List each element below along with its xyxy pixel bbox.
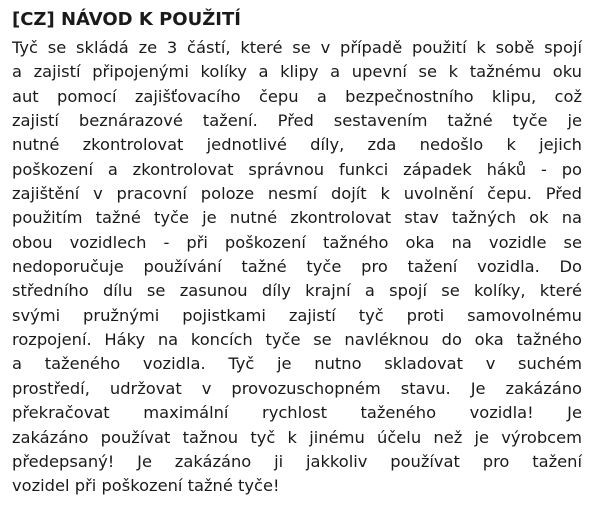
document-heading: [CZ] NÁVOD K POUŽITÍ — [12, 9, 241, 30]
paragraph-line: a zajistí připojenými kolíky a klipy a upevní se k tažnému oku — [12, 62, 582, 82]
paragraph-line: použitím tažné tyče je nutné zkontrolovat stav tažných ok na — [12, 208, 582, 228]
paragraph-line: předepsaný! Je zakázáno ji jakkoliv používat pro tažení — [12, 451, 582, 471]
instruction-document — [12, 8, 582, 499]
paragraph-line: zakázáno používat tažnou tyč k jinému účelu než je výrobcem — [12, 427, 582, 447]
paragraph-line-last: vozidel při poškození tažné tyče! — [12, 476, 280, 496]
paragraph-line: rozpojení. Háky na koncích tyče se navléknou do oka tažného — [12, 330, 582, 350]
paragraph-line: překračovat maximální rychlost taženého vozidla! Je — [12, 403, 582, 423]
paragraph-line: středního dílu se zasunou díly krajní a spojí se kolíky, které — [12, 281, 582, 301]
paragraph-line: a taženého vozidla. Tyč je nutno skladovat v suchém — [12, 354, 582, 374]
paragraph-line: zajištění v pracovní poloze nesmí dojít k uvolnění čepu. Před — [12, 184, 582, 204]
paragraph-line: zajistí beznárazové tažení. Před sestavením tažné tyče je — [12, 111, 582, 131]
paragraph-line: aut pomocí zajišťovacího čepu a bezpečnostního klipu, což — [12, 86, 582, 106]
paragraph-line: poškození a zkontrolovat správnou funkci západek háků - po — [12, 159, 582, 179]
paragraph-line: obou vozidlech - při poškození tažného oka na vozidle se — [12, 232, 582, 252]
paragraph-line: svými pružnými pojistkami zajistí tyč proti samovolnému — [12, 305, 582, 325]
paragraph-line: nutné zkontrolovat jednotlivé díly, zda nedošlo k jejich — [12, 135, 582, 155]
paragraph-line: Tyč se skládá ze 3 částí, které se v případě použití k sobě spojí — [12, 38, 582, 57]
instruction-paragraph — [12, 36, 582, 499]
paragraph-line: prostředí, udržovat v provozuschopném stavu. Je zakázáno — [12, 378, 582, 398]
paragraph-line: nedoporučuje používání tažné tyče pro tažení vozidla. Do — [12, 257, 582, 277]
